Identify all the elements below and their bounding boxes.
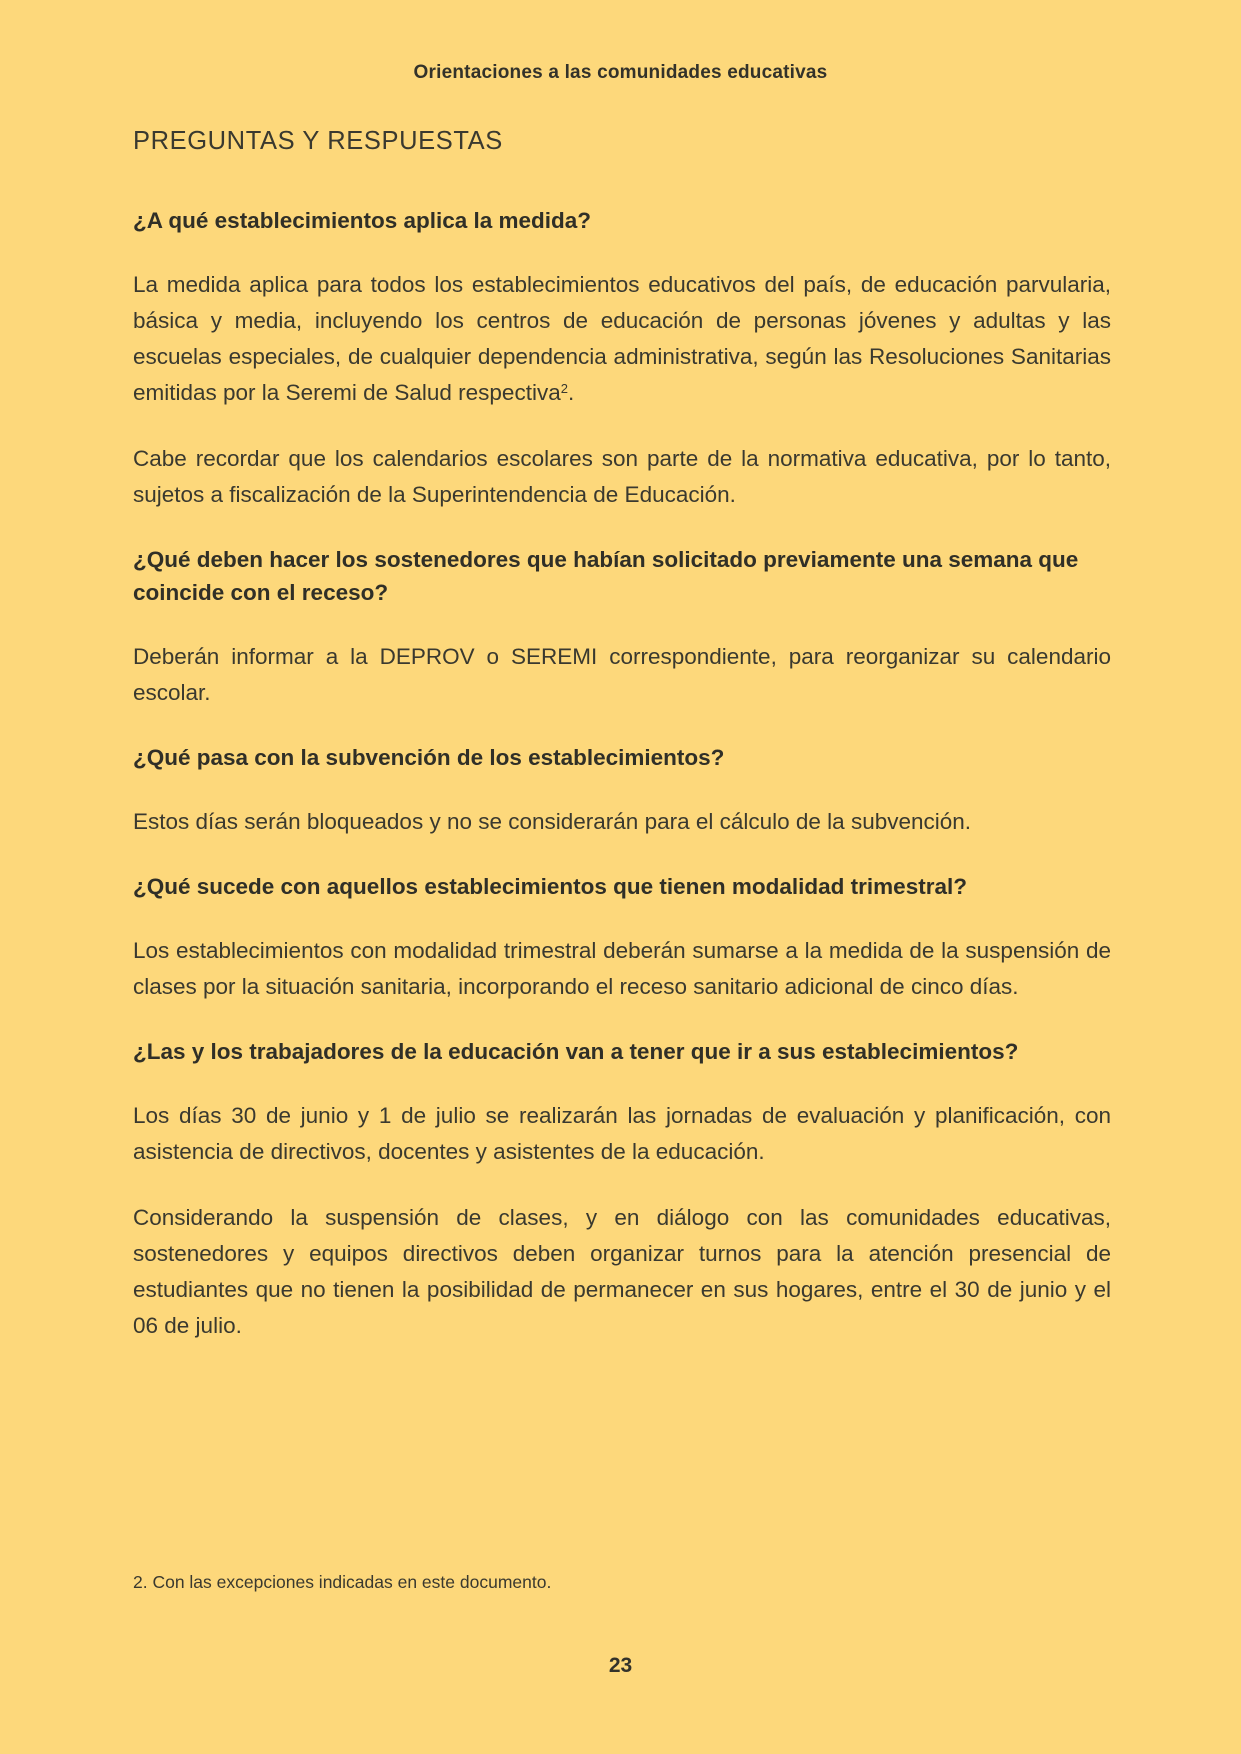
- section-title: PREGUNTAS Y RESPUESTAS: [133, 127, 503, 155]
- answer-sostenedores: Deberán informar a la DEPROV o SEREMI correspondiente, para reorganizar su calendario escolar.: [133, 644, 1111, 705]
- footnote-reference-2: 2: [560, 381, 568, 396]
- answer-calendarios: Cabe recordar que los calendarios escolares son parte de la normativa educativa, por lo tanto, sujetos a fiscalización de la Superintendencia de Educación.: [133, 446, 1111, 507]
- running-header: [0, 0, 1241, 86]
- footnote: 2. Con las excepciones indicadas en este documento.: [133, 1572, 552, 1592]
- answer-trabajadores-jornadas: Los días 30 de junio y 1 de julio se realizarán las jornadas de evaluación y planificación, con asistencia de directivos, docentes y asistentes de la educación.: [133, 1103, 1111, 1164]
- content-column: [133, 126, 1111, 1344]
- page-number: 23: [608, 1654, 633, 1677]
- answer-subvencion: Estos días serán bloqueados y no se considerarán para el cálculo de la subvención.: [133, 809, 972, 834]
- answer-modalidad-trimestral: Los establecimientos con modalidad trimestral deberán sumarse a la medida de la suspensión de clases por la situación sanitaria, incorporando el receso sanitario adicional de cinco días.: [133, 938, 1111, 999]
- question-modalidad-trimestral: ¿Qué sucede con aquellos establecimientos que tienen modalidad trimestral?: [133, 874, 967, 899]
- running-header-title: Orientaciones a las comunidades educativas: [413, 62, 828, 83]
- question-establecimientos: ¿A qué establecimientos aplica la medida?: [133, 208, 592, 233]
- answer-trabajadores-turnos: Considerando la suspensión de clases, y en diálogo con las comunidades educativas, sostenedores y equipos directivos deben organizar turnos para la atención presencial de estudiantes que no tienen la posibilidad de permanecer en sus hogares, entre el 30 de junio y el 06 de julio.: [133, 1205, 1111, 1338]
- answer-establecimientos: [133, 267, 1111, 411]
- question-trabajadores: ¿Las y los trabajadores de la educación van a tener que ir a sus establecimientos?: [133, 1039, 1019, 1064]
- question-sostenedores: ¿Qué deben hacer los sostenedores que habían solicitado previamente una semana que coincide con el receso?: [133, 547, 1079, 605]
- answer-establecimientos-text: La medida aplica para todos los establecimientos educativos del país, de educación parvularia, básica y media, incluyendo los centros de educación de personas jóvenes y adultas y las escuelas especiales, de cualquier dependencia administrativa, según las Resoluciones Sanitarias emitidas por la Seremi de Salud respectiva: [133, 272, 1111, 405]
- answer-establecimientos-period: .: [567, 380, 575, 405]
- question-subvencion: ¿Qué pasa con la subvención de los establecimientos?: [133, 745, 725, 770]
